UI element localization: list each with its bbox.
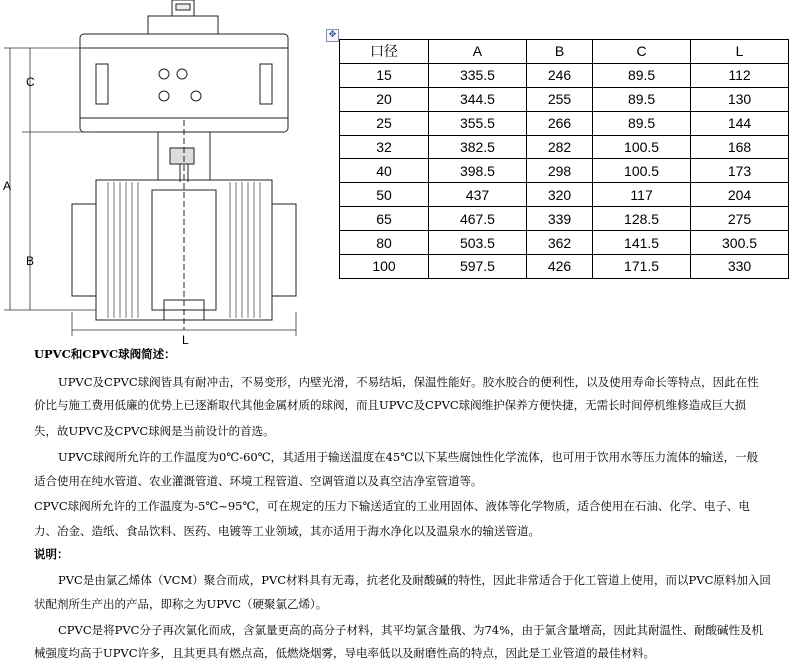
table-row — [340, 231, 789, 255]
table-cell: 298 — [526, 159, 592, 183]
table-cell: 89.5 — [593, 111, 691, 135]
table-header-row — [340, 40, 789, 64]
dimension-table — [339, 39, 789, 279]
paragraph-line: 价比与施工费用低廉的优势上已逐渐取代其他金属材质的球阀，而且UPVC及CPVC球阀维护保养方便快捷，无需长时间停机维修造成巨大损 — [34, 398, 747, 412]
paragraph-line: PVC是由氯乙烯体（VCM）聚合而成，PVC材料具有无毒，抗老化及耐酸碱的特性，因此非常适合于化工管道上使用，而以PVC原料加入回 — [58, 573, 771, 587]
header-cell: L — [691, 40, 789, 64]
header-cell: B — [526, 40, 592, 64]
table-cell: 112 — [691, 63, 789, 87]
table-cell: 320 — [526, 183, 592, 207]
table-cell: 255 — [526, 87, 592, 111]
dim-label-c: C — [26, 75, 35, 89]
table-cell: 597.5 — [429, 255, 527, 279]
paragraph-line: CPVC是将PVC分子再次氯化而成，含氯量更高的高分子材料，其平均氯含量俄、为74%，由于氯含量增高，因此其耐温性、耐酸碱性及机 — [58, 623, 764, 637]
table-cell: 89.5 — [593, 87, 691, 111]
paragraph-line: 状配剂所生产出的产品，即称之为UPVC（硬聚氯乙烯）。 — [34, 597, 328, 611]
table-row — [340, 207, 789, 231]
table-cell: 117 — [593, 183, 691, 207]
table-cell: 362 — [526, 231, 592, 255]
table-row — [340, 135, 789, 159]
table-cell: 344.5 — [429, 87, 527, 111]
table-cell: 80 — [340, 231, 429, 255]
table-cell: 204 — [691, 183, 789, 207]
table-cell: 300.5 — [691, 231, 789, 255]
header-cell: A — [429, 40, 527, 64]
table-cell: 266 — [526, 111, 592, 135]
top-mount — [148, 16, 218, 34]
table-cell: 355.5 — [429, 111, 527, 135]
table-cell: 330 — [691, 255, 789, 279]
table-cell: 15 — [340, 63, 429, 87]
table-cell: 144 — [691, 111, 789, 135]
table-cell: 89.5 — [593, 63, 691, 87]
table-cell: 20 — [340, 87, 429, 111]
dim-label-b: B — [26, 254, 35, 268]
paragraph-line: UPVC及CPVC球阀皆具有耐冲击，不易变形，内壁光滑，不易结垢，保温性能好。胶水胶合的便利性，以及使用寿命长等特点，因此在性 — [58, 375, 759, 389]
table-cell: 100.5 — [593, 159, 691, 183]
table-cell: 171.5 — [593, 255, 691, 279]
table-cell: 282 — [526, 135, 592, 159]
table-cell: 339 — [526, 207, 592, 231]
table-row — [340, 87, 789, 111]
table-cell: 168 — [691, 135, 789, 159]
actuator-body — [80, 34, 288, 132]
table-cell: 246 — [526, 63, 592, 87]
table-row — [340, 111, 789, 135]
valve-drawing — [0, 0, 330, 346]
header-cell: C — [593, 40, 691, 64]
table-cell: 503.5 — [429, 231, 527, 255]
table-cell: 100.5 — [593, 135, 691, 159]
table-cell: 128.5 — [593, 207, 691, 231]
table-cell: 100 — [340, 255, 429, 279]
table-cell: 173 — [691, 159, 789, 183]
table-row — [340, 63, 789, 87]
table-move-handle-icon[interactable]: ✥ — [326, 29, 339, 42]
table-cell: 426 — [526, 255, 592, 279]
paragraph-line: 失，故UPVC及CPVC球阀是当前设计的首选。 — [34, 424, 275, 438]
heading-upvc-cpvc: UPVC和CPVC球阀简述： — [34, 347, 176, 361]
dim-label-l: L — [182, 333, 189, 346]
paragraph-line: 适合使用在纯水管道、农业灌溉管道、环境工程管道、空调管道以及真空洁净室管道等。 — [34, 474, 483, 488]
header-cell: 口径 — [340, 40, 429, 64]
table-cell: 382.5 — [429, 135, 527, 159]
table-cell: 50 — [340, 183, 429, 207]
table-row — [340, 183, 789, 207]
heading-notes: 说明： — [34, 547, 69, 561]
table-cell: 437 — [429, 183, 527, 207]
table-row — [340, 255, 789, 279]
table-cell: 32 — [340, 135, 429, 159]
table-cell: 25 — [340, 111, 429, 135]
paragraph-line: 械强度均高于UPVC许多，且其更具有燃点高，低燃烧烟雾，导电率低以及耐磨性高的特点，因此是工业管道的最佳材料。 — [34, 646, 656, 660]
table-cell: 65 — [340, 207, 429, 231]
table-cell: 130 — [691, 87, 789, 111]
table-cell: 398.5 — [429, 159, 527, 183]
table-cell: 335.5 — [429, 63, 527, 87]
paragraph-line: CPVC球阀所允许的工作温度为-5℃~95℃，可在规定的压力下输送适宜的工业用固体、液体等化学物质，适合使用在石油、化学、电子、电 — [34, 499, 750, 513]
table-row — [340, 159, 789, 183]
table-cell: 275 — [691, 207, 789, 231]
table-cell: 141.5 — [593, 231, 691, 255]
table-cell: 467.5 — [429, 207, 527, 231]
table-cell: 40 — [340, 159, 429, 183]
dim-label-a: A — [3, 179, 12, 193]
paragraph-line: UPVC球阀所允许的工作温度为0℃-60℃，其适用于输送温度在45℃以下某些腐蚀性化学流体，也可用于饮用水等压力流体的输送，一般 — [58, 450, 759, 464]
paragraph-line: 力、冶金、造纸、食品饮料、医药、电镀等工业领域，其亦适用于海水净化以及温泉水的输送管道。 — [34, 524, 540, 538]
